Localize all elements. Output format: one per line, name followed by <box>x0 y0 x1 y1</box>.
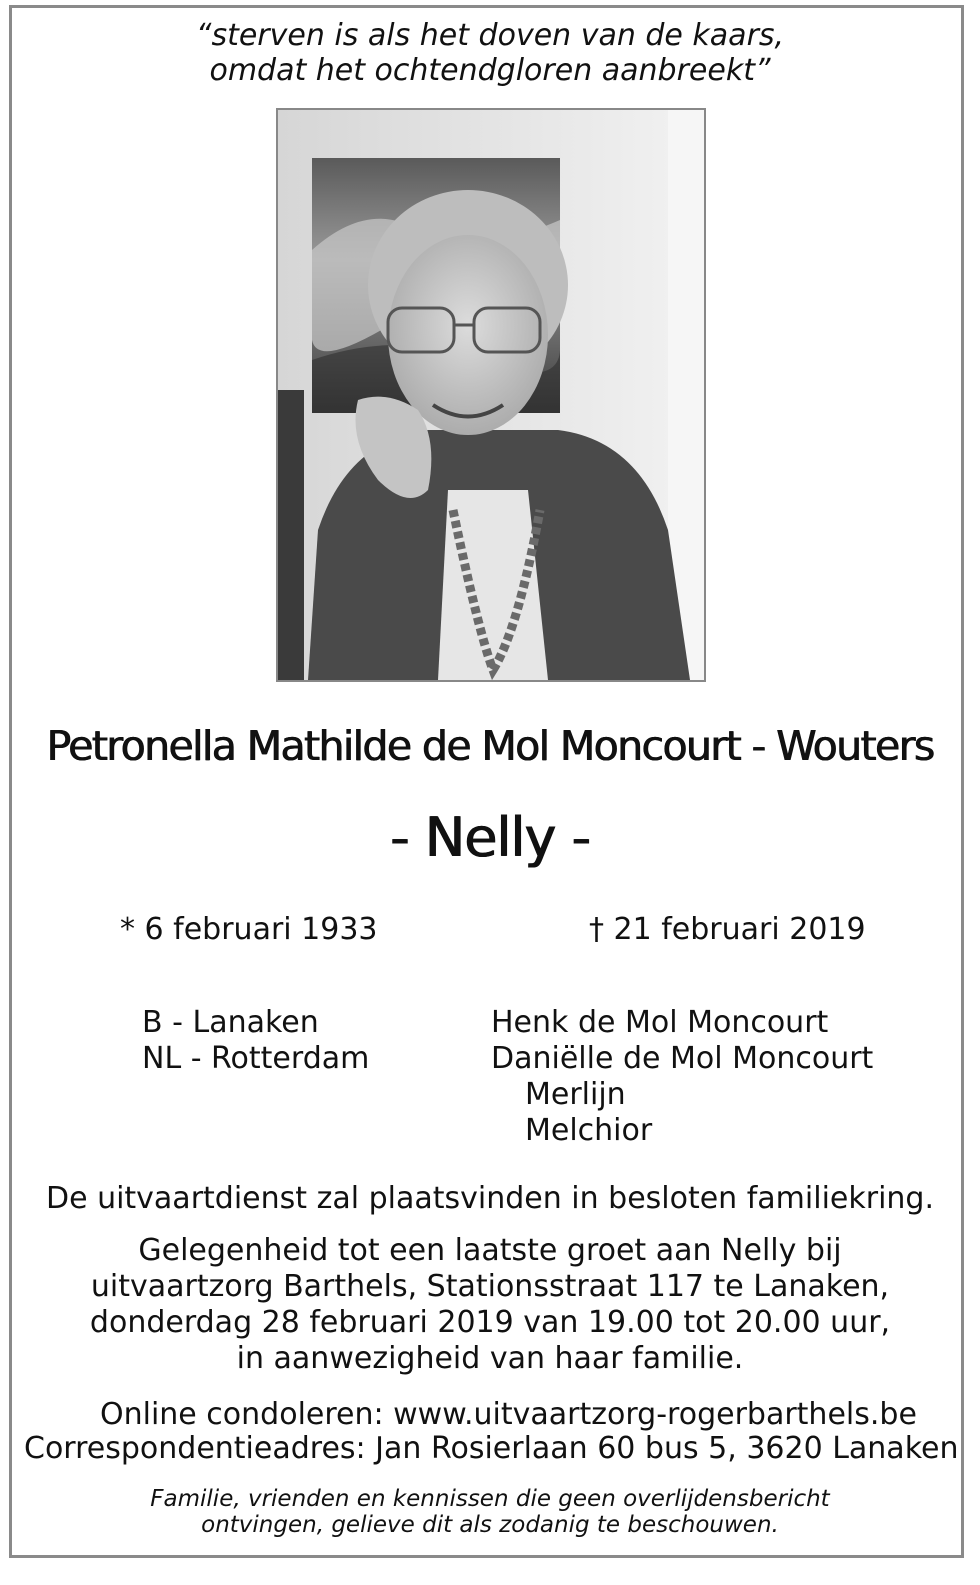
grandchild: Merlijn <box>525 1077 626 1112</box>
family-member: Henk de Mol Moncourt <box>491 1005 829 1040</box>
death-date: † 21 februari 2019 <box>589 912 866 947</box>
portrait-illustration <box>278 110 704 680</box>
visitation-line: Gelegenheid tot een laatste groet aan Nelly bij <box>138 1233 842 1268</box>
family-member: Daniëlle de Mol Moncourt <box>491 1041 874 1076</box>
places-list <box>142 1005 369 1077</box>
visitation-line: donderdag 28 februari 2019 van 19.00 tot 20.00 uur, <box>89 1305 891 1340</box>
footer-line-2: ontvingen, gelieve dit als zodanig te beschouwen. <box>201 1512 779 1538</box>
deceased-full-name: Petronella Mathilde de Mol Moncourt - Wouters <box>46 722 934 770</box>
service-announcement: De uitvaartdienst zal plaatsvinden in besloten familiekring. <box>45 1181 935 1216</box>
place-item: NL - Rotterdam <box>142 1041 370 1076</box>
birth-date: * 6 februari 1933 <box>120 912 378 947</box>
family-list <box>491 1005 873 1149</box>
footer-line-1: Familie, vrienden en kennissen die geen overlijdensbericht <box>150 1486 830 1512</box>
visitation-line: in aanwezigheid van haar familie. <box>236 1341 744 1376</box>
quote <box>0 18 980 88</box>
quote-line-1: “sterven is als het doven van de kaars, <box>195 18 785 53</box>
portrait-photo <box>276 108 706 682</box>
deceased-nickname: - Nelly - <box>390 806 590 869</box>
grandchild: Melchior <box>525 1113 653 1148</box>
visitation-details <box>0 1233 980 1377</box>
visitation-line: uitvaartzorg Barthels, Stationsstraat 117 te Lanaken, <box>90 1269 890 1304</box>
correspondence-address: Correspondentieadres: Jan Rosierlaan 60 bus 5, 3620 Lanaken <box>24 1431 959 1466</box>
place-item: B - Lanaken <box>142 1005 319 1040</box>
online-condolence: Online condoleren: www.uitvaartzorg-rogerbarthels.be <box>100 1397 917 1432</box>
footer-note <box>0 1486 980 1538</box>
quote-line-2: omdat het ochtendgloren aanbreekt” <box>209 53 771 88</box>
